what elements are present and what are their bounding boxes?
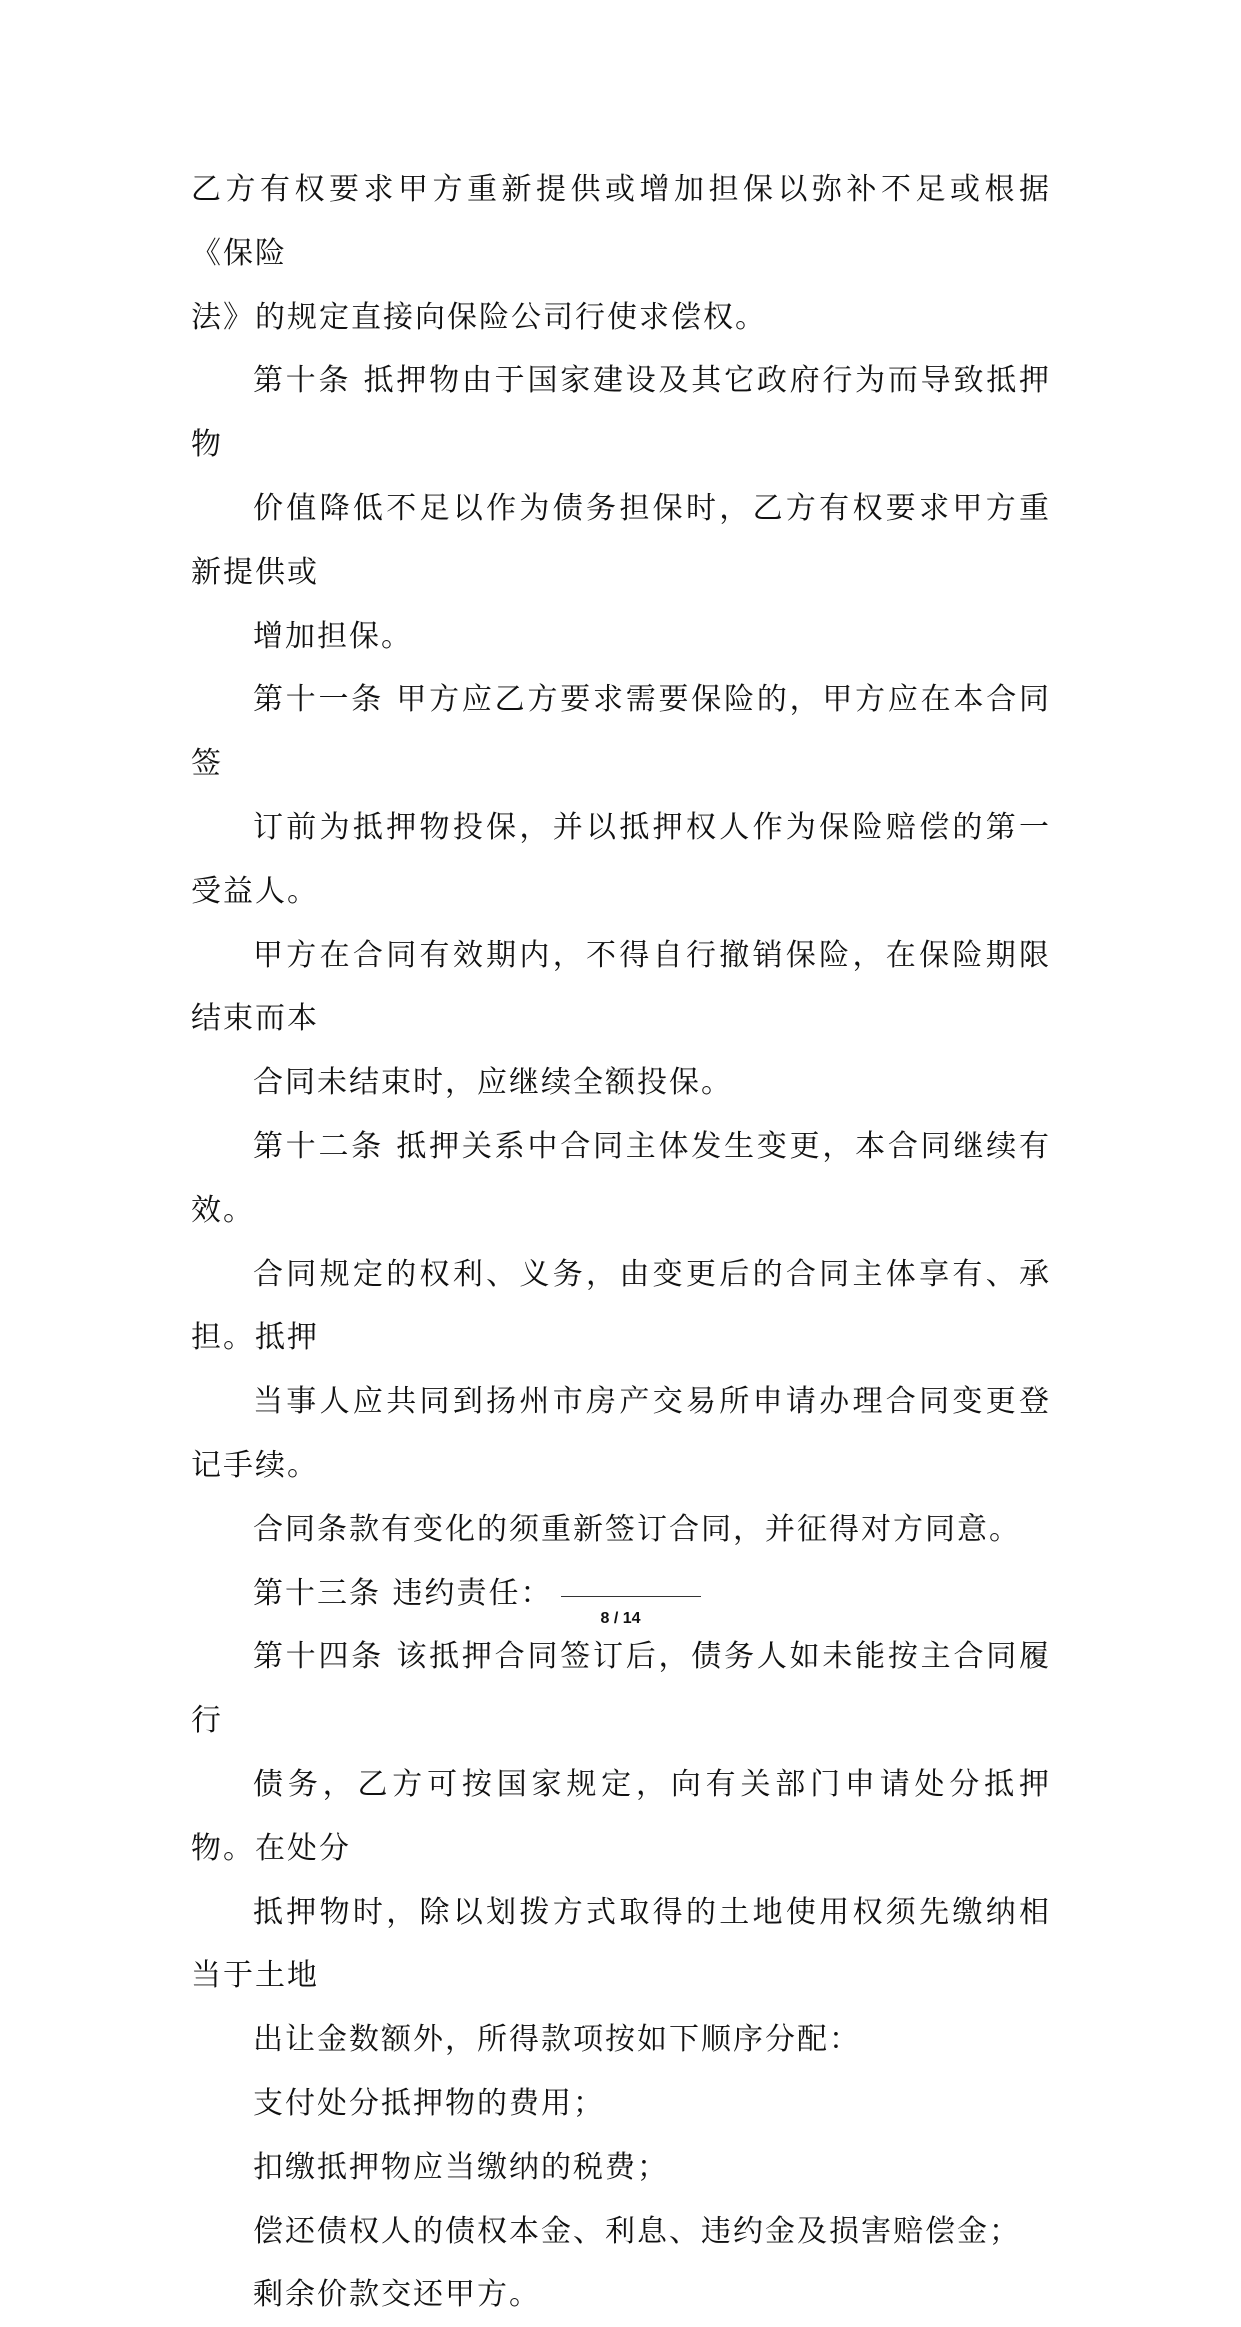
text-line: 债务，乙方可按国家规定，向有关部门申请处分抵押物。在处分 [191, 1766, 1051, 1866]
distribution-item-2 [191, 2136, 1051, 2200]
paragraph-continuation-insurance [191, 158, 1051, 349]
article-12 [191, 1115, 1051, 1562]
text-line: 偿还债权人的债权本金、利息、违约金及损害赔偿金； [253, 2213, 1021, 2249]
text-line: 第十二条 抵押关系中合同主体发生变更，本合同继续有效。 [191, 1128, 1051, 1228]
text-line: 抵押物时，除以划拨方式取得的土地使用权须先缴纳相当于土地 [191, 1894, 1051, 1994]
text-line: 扣缴抵押物应当缴纳的税费； [253, 2149, 669, 2185]
text-line: 订前为抵押物投保，并以抵押权人作为保险赔偿的第一受益人。 [191, 809, 1051, 909]
article-10 [191, 349, 1051, 668]
text-line: 第十四条 该抵押合同签订后，债务人如未能按主合同履行 [191, 1639, 1051, 1739]
text-line: 甲方在合同有效期内，不得自行撤销保险，在保险期限结束而本 [191, 937, 1051, 1037]
text-line: 第十三条 违约责任： [253, 1575, 553, 1611]
distribution-item-3 [191, 2200, 1051, 2264]
text-line: 合同条款有变化的须重新签订合同，并征得对方同意。 [253, 1511, 1021, 1547]
text-line: 第十一条 甲方应乙方要求需要保险的，甲方应在本合同签 [191, 682, 1051, 782]
fill-in-blank [561, 1595, 701, 1597]
text-line: 第十条 抵押物由于国家建设及其它政府行为而导致抵押物 [191, 363, 1051, 463]
text-line: 合同规定的权利、义务，由变更后的合同主体享有、承担。抵押 [191, 1256, 1051, 1356]
article-14 [191, 1625, 1051, 2072]
text-line: 支付处分抵押物的费用； [253, 2085, 605, 2121]
text-line: 价值降低不足以作为债务担保时，乙方有权要求甲方重新提供或 [191, 490, 1051, 590]
text-line: 当事人应共同到扬州市房产交易所申请办理合同变更登记手续。 [191, 1384, 1051, 1483]
distribution-item-1 [191, 2072, 1051, 2136]
text-line: 乙方有权要求甲方重新提供或增加担保以弥补不足或根据《保险 [191, 172, 1051, 271]
document-body [191, 158, 1051, 2327]
distribution-item-4 [191, 2263, 1051, 2327]
article-11 [191, 668, 1051, 1115]
text-line: 合同未结束时，应继续全额投保。 [253, 1065, 733, 1101]
text-line: 法》的规定直接向保险公司行使求偿权。 [191, 299, 767, 335]
text-line: 剩余价款交还甲方。 [253, 2277, 541, 2313]
page-number: 8 / 14 [600, 1610, 641, 1627]
text-line: 增加担保。 [253, 618, 413, 654]
text-line: 出让金数额外，所得款项按如下顺序分配： [253, 2022, 861, 2058]
